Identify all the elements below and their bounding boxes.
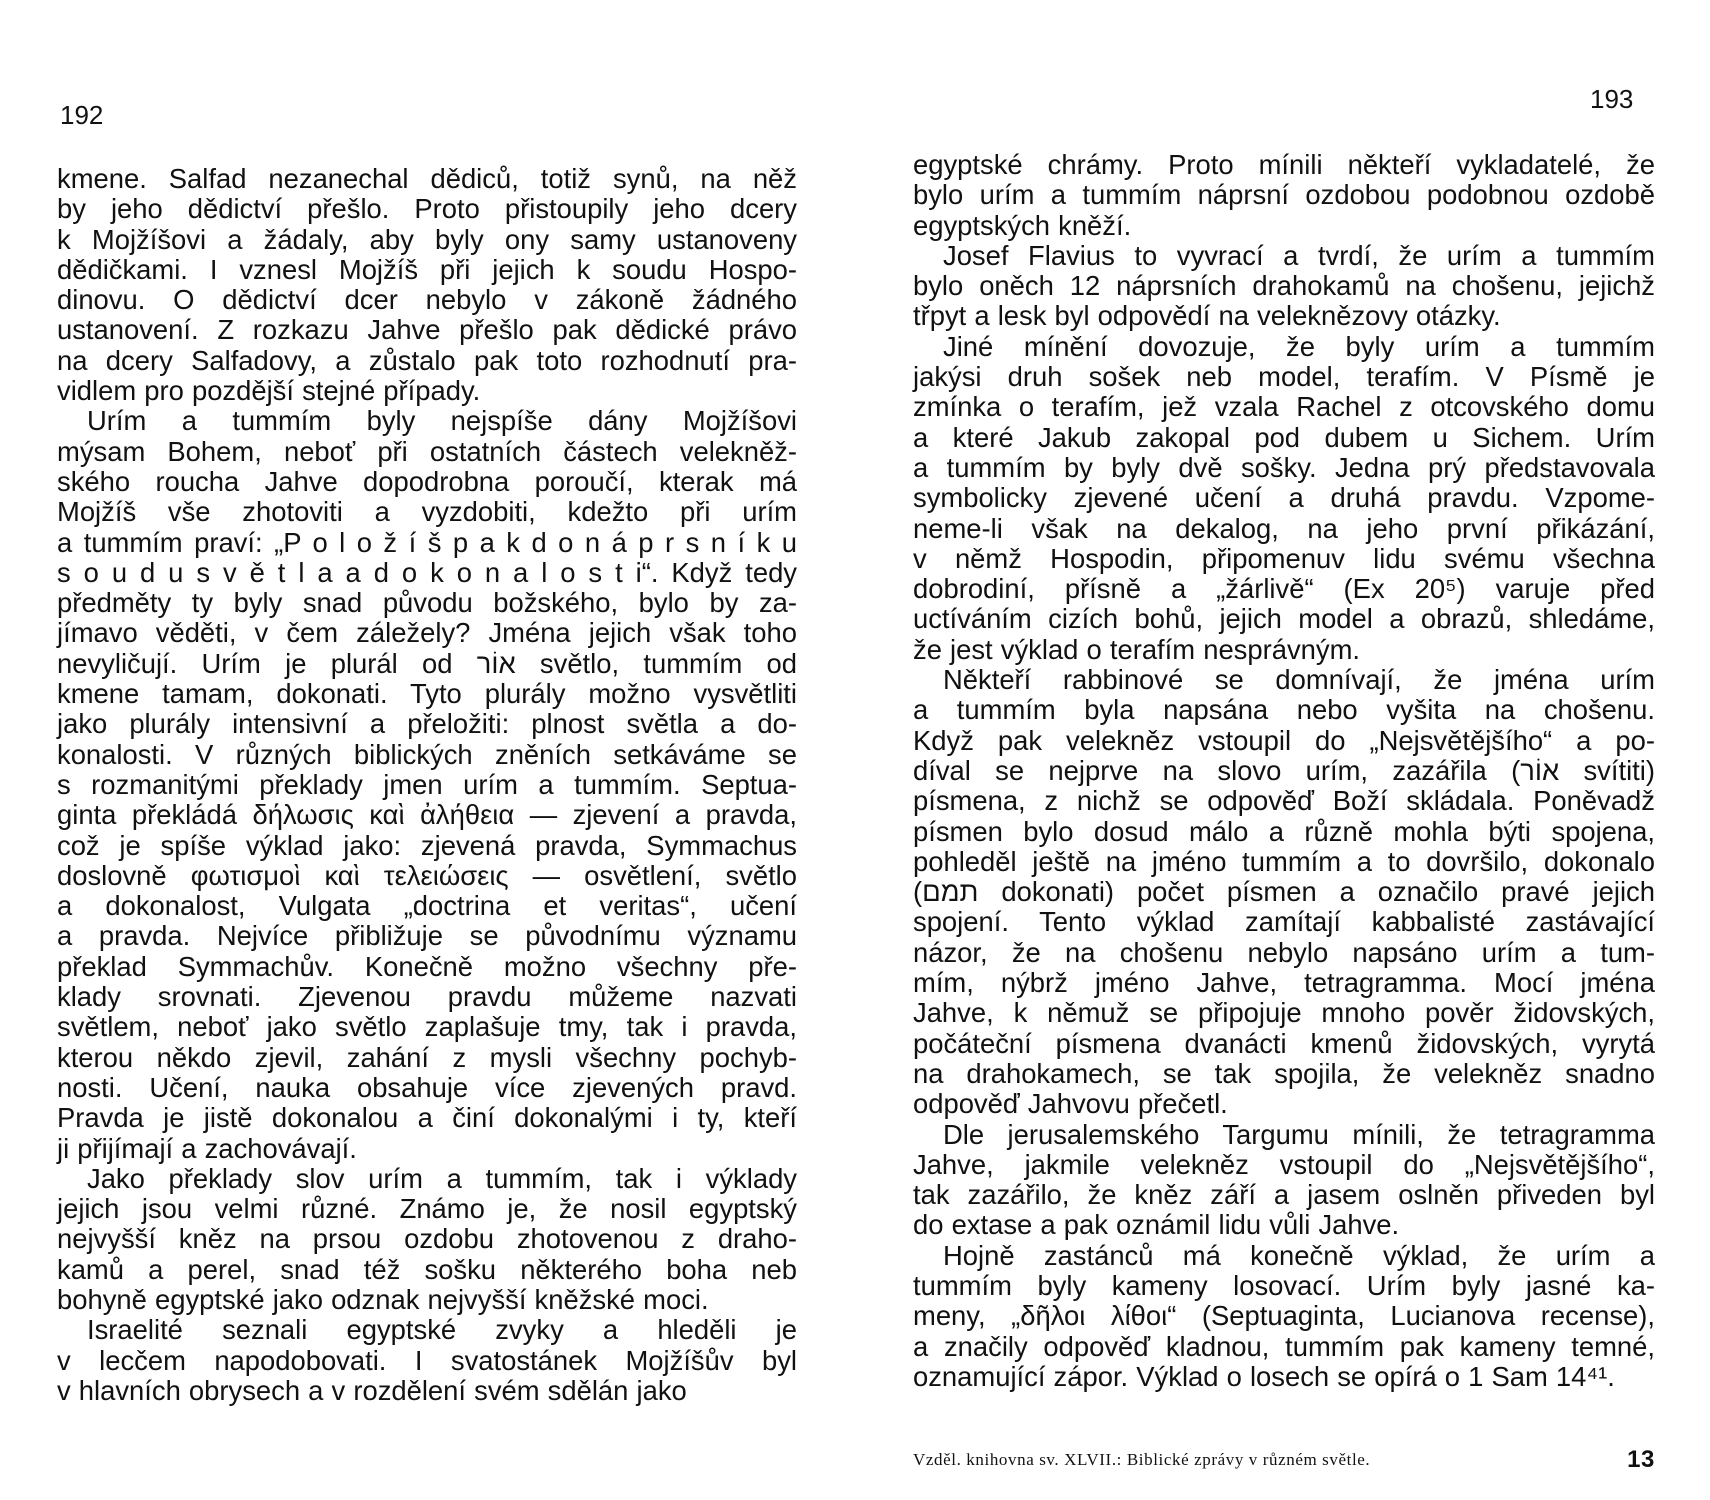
- text-line: dobrodiní, přísně a „žárlivě“ (Ex 20⁵) varuje před: [913, 573, 1655, 605]
- text-line: kamů a perel, snad též sošku některého boha neb: [57, 1253, 797, 1285]
- text-line: s rozmanitými překlady jmen urím a tummím. Septua-: [57, 768, 797, 800]
- text-line: Jahve, k němuž se připojuje mnoho pověr židovských,: [913, 997, 1655, 1029]
- page-footer: [913, 1446, 1655, 1473]
- text-line: v hlavních obrysech a v rozdělení svém sdělán jako: [57, 1374, 687, 1406]
- text-line: doslovně φωτισμοὶ καὶ τελειώσεις — osvětlení, světlo: [57, 859, 797, 891]
- text-line: tummím byly kameny losovací. Urím byly jasné ka-: [913, 1269, 1655, 1301]
- text-line: ginta překládá δήλωσις καὶ ἀλήθεια — zjevení a pravda,: [57, 799, 797, 831]
- text-line: Jiné mínění dovozuje, že byly urím a tummím: [943, 330, 1655, 362]
- signature-mark: 13: [1627, 1446, 1655, 1473]
- text-line: což je spíše výklad jako: zjevená pravda, Symmachus: [57, 829, 797, 861]
- text-line: a tummím praví: „P o l o ž í š p a k d o n á p r s n í k u: [57, 526, 797, 558]
- text-line: Pravda je jistě dokonalou a činí dokonalými i ty, kteří: [57, 1102, 797, 1134]
- text-line: a značily odpověď kladnou, tummím pak kameny temné,: [913, 1330, 1655, 1362]
- text-line: Někteří rabbinové se domnívají, že jména urím: [943, 664, 1655, 696]
- text-line: egyptské chrámy. Proto mínili někteří vykladatelé, že: [913, 149, 1655, 180]
- text-line: oznamující zápor. Výklad o losech se opírá o 1 Sam 14⁴¹.: [913, 1360, 1615, 1392]
- text-line: bohyně egyptské jako odznak nejvyšší kněžské moci.: [57, 1283, 709, 1315]
- text-line: jímavo věděti, v čem záležely? Jména jejich však toho: [57, 617, 797, 649]
- text-line: dědičkami. I vznesl Mojžíš při jejich k soudu Hospo-: [57, 253, 797, 285]
- text-line: Dle jerusalemského Targumu mínili, že tetragramma: [943, 1118, 1655, 1150]
- text-line: zmínka o terafím, jež vzala Rachel z otcovského domu: [913, 391, 1655, 423]
- text-line: tak zazářilo, že kněz září a jasem oslněn přiveden byl: [913, 1179, 1655, 1211]
- right-page-text: [913, 150, 1655, 1392]
- text-line: názor, že na chošenu nebylo napsáno urím a tum-: [913, 936, 1655, 968]
- text-line: písmen bylo dosud málo a různě mohla býti spojena,: [913, 815, 1655, 847]
- text-line: by jeho dědictví přešlo. Proto přistoupily jeho dcery: [57, 193, 797, 225]
- text-line: vidlem pro pozdější stejné případy.: [57, 375, 481, 407]
- text-line: světlem, neboť jako světlo zaplašuje tmy, tak i pravda,: [57, 1011, 797, 1043]
- text-line: jakýsi druh sošek neb model, terafím. V Písmě je: [913, 361, 1655, 393]
- text-line: Urím a tummím byly nejspíše dány Mojžíšovi: [87, 405, 797, 437]
- text-line: na drahokamech, se tak spojila, že velekněz snadno: [913, 1057, 1655, 1089]
- footer-bibliographic-note: Vzděl. knihovna sv. XLVII.: Biblické zprávy v různém světle.: [913, 1450, 1371, 1469]
- page-number-right: 193: [1590, 84, 1634, 114]
- text-line: jako plurály intensivní a přeložiti: plnost světla a do-: [57, 708, 797, 740]
- text-line: symbolicky zjevené učení a druhá pravdu. Vzpome-: [913, 482, 1655, 514]
- text-line: předměty ty byly snad původu božského, bylo by za-: [57, 587, 797, 619]
- text-line: ustanovení. Z rozkazu Jahve přešlo pak dědické právo: [57, 314, 797, 346]
- text-line: kmene. Salfad nezanechal dědiců, totiž synů, na něž: [57, 163, 797, 194]
- text-line: třpyt a lesk byl odpovědí na veleknězovy otázky.: [913, 300, 1501, 332]
- text-line: ského roucha Jahve dopodrobna poroučí, kterak má: [57, 465, 797, 497]
- text-line: Když pak velekněz vstoupil do „Nejsvětějšího“ a po-: [913, 724, 1655, 756]
- text-line: Mojžíš vše zhotoviti a vyzdobiti, kdežto při urím: [57, 496, 797, 528]
- text-line: meny, „δῆλοι λίθοι“ (Septuaginta, Lucianova recense),: [913, 1300, 1655, 1332]
- text-line: nosti. Učení, nauka obsahuje více zjevených pravd.: [57, 1071, 797, 1103]
- text-line: a tummím by byly dvě sošky. Jedna prý představovala: [913, 451, 1655, 483]
- text-line: překlad Symmachův. Konečně možno všechny pře-: [57, 950, 797, 982]
- text-line: bylo urím a tummím náprsní ozdobou podobnou ozdobě: [913, 179, 1655, 211]
- text-line: klady srovnati. Zjevenou pravdu můžeme nazvati: [57, 981, 797, 1013]
- text-line: že jest výklad o terafím nesprávným.: [913, 633, 1361, 665]
- text-line: ji přijímají a zachovávají.: [57, 1132, 357, 1164]
- text-line: počáteční písmena dvanácti kmenů židovských, vyrytá: [913, 1027, 1655, 1059]
- left-page-text: [57, 164, 797, 1406]
- text-line: uctíváním cizích bohů, jejich model a obrazů, shledáme,: [913, 603, 1655, 635]
- text-line: (תמם dokonati) počet písmen a označilo pravé jejich: [913, 876, 1655, 908]
- text-line: mýsam Bohem, neboť při ostatních částech velekněž-: [57, 435, 797, 467]
- text-line: na dcery Salfadovy, a zůstalo pak toto rozhodnutí pra-: [57, 344, 797, 376]
- text-line: mím, nýbrž jméno Jahve, tetragramma. Mocí jména: [913, 967, 1655, 999]
- text-line: kterou někdo zjevil, zahání z mysli všechny pochyb-: [57, 1041, 797, 1073]
- text-line: Jahve, jakmile velekněz vstoupil do „Nejsvětějšího“,: [913, 1148, 1655, 1180]
- text-line: Josef Flavius to vyvrací a tvrdí, že urím a tummím: [943, 239, 1655, 271]
- text-line: dinovu. O dědictví dcer nebylo v zákoně žádného: [57, 284, 797, 316]
- text-line: kmene tamam, dokonati. Tyto plurály možno vysvětliti: [57, 678, 797, 710]
- text-line: nevyličují. Urím je plurál od אוֹר světlo, tummím od: [57, 647, 797, 679]
- text-line: Israelité seznali egyptské zvyky a hleděli je: [87, 1314, 797, 1346]
- page-number-left: 192: [60, 100, 104, 130]
- text-line: s o u d u s v ě t l a a d o k o n a l o s t i“. Když tedy: [57, 556, 797, 588]
- text-line: pohleděl ještě na jméno tummím a to dovršilo, dokonalo: [913, 845, 1655, 877]
- text-line: díval se nejprve na slovo urím, zazářila (אוֹר svítiti): [913, 754, 1655, 786]
- text-line: v němž Hospodin, připomenuv lidu svému všechna: [913, 542, 1655, 574]
- text-line: v lecčem napodobovati. I svatostánek Mojžíšův byl: [57, 1344, 797, 1376]
- text-line: nejvyšší kněz na prsou ozdobu zhotovenou z draho-: [57, 1223, 797, 1255]
- text-line: písmena, z nichž se odpověď Boží skládala. Poněvadž: [913, 785, 1655, 817]
- text-line: a pravda. Nejvíce přibližuje se původnímu významu: [57, 920, 797, 952]
- text-line: konalosti. V různých biblických zněních setkáváme se: [57, 738, 797, 770]
- text-line: bylo oněch 12 náprsních drahokamů na chošenu, jejichž: [913, 270, 1655, 302]
- text-line: a tummím byla napsána nebo vyšita na chošenu.: [913, 694, 1655, 726]
- text-line: k Mojžíšovi a žádaly, aby byly ony samy ustanoveny: [57, 223, 797, 255]
- text-line: odpověď Jahvovu přečetl.: [913, 1088, 1228, 1120]
- text-line: do extase a pak oznámil lidu vůli Jahve.: [913, 1209, 1400, 1241]
- text-line: a dokonalost, Vulgata „doctrina et veritas“, učení: [57, 890, 797, 922]
- text-line: a které Jakub zakopal pod dubem u Sichem. Urím: [913, 421, 1655, 453]
- right-page: [855, 0, 1710, 1500]
- text-line: spojení. Tento výklad zamítají kabbalisté zastávající: [913, 906, 1655, 938]
- text-line: neme-li však na dekalog, na jeho první přikázání,: [913, 512, 1655, 544]
- text-line: Hojně zastánců má konečně výklad, že urím a: [943, 1239, 1655, 1271]
- text-line: egyptských kněží.: [913, 209, 1132, 241]
- text-line: jejich jsou velmi různé. Známo je, že nosil egyptský: [57, 1193, 797, 1225]
- text-line: Jako překlady slov urím a tummím, tak i výklady: [87, 1162, 797, 1194]
